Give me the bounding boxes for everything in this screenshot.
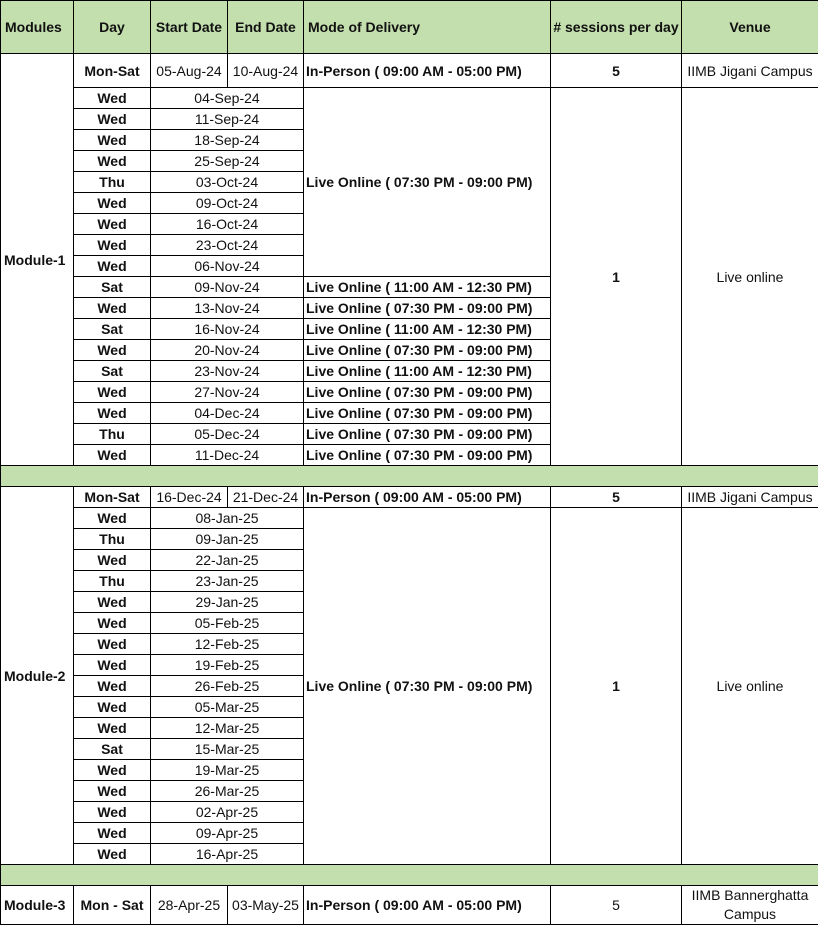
date-cell: 29-Jan-25	[151, 592, 304, 613]
date-cell: 20-Nov-24	[151, 340, 304, 361]
header-venue: Venue	[682, 1, 818, 54]
day-cell: Wed	[74, 613, 151, 634]
day-cell: Thu	[74, 172, 151, 193]
mode-cell: Live Online ( 11:00 AM - 12:30 PM)	[304, 277, 551, 298]
sessions-cell: 1	[551, 508, 682, 865]
mode-cell: Live Online ( 07:30 PM - 09:00 PM)	[304, 403, 551, 424]
date-cell: 16-Nov-24	[151, 319, 304, 340]
date-cell: 25-Sep-24	[151, 151, 304, 172]
date-cell: 16-Apr-25	[151, 844, 304, 865]
day-cell: Wed	[74, 844, 151, 865]
schedule-body	[1, 54, 818, 925]
start-date-cell: 16-Dec-24	[151, 487, 228, 508]
mode-cell: Live Online ( 07:30 PM - 09:00 PM)	[304, 424, 551, 445]
day-cell: Mon - Sat	[74, 886, 151, 925]
module-separator	[1, 865, 818, 886]
module-separator	[1, 466, 818, 487]
day-cell: Wed	[74, 823, 151, 844]
header-row	[1, 1, 818, 54]
day-cell: Wed	[74, 718, 151, 739]
date-cell: 12-Feb-25	[151, 634, 304, 655]
day-cell: Wed	[74, 235, 151, 256]
start-date-cell: 05-Aug-24	[151, 54, 228, 88]
header-sessions: # sessions per day	[551, 1, 682, 54]
day-cell: Wed	[74, 193, 151, 214]
module-name: Module-1	[1, 54, 74, 466]
day-cell: Wed	[74, 340, 151, 361]
day-cell: Wed	[74, 634, 151, 655]
header-modules: Modules	[1, 1, 74, 54]
day-cell: Wed	[74, 655, 151, 676]
mode-cell: Live Online ( 07:30 PM - 09:00 PM)	[304, 88, 551, 277]
date-cell: 06-Nov-24	[151, 256, 304, 277]
venue-cell: Live online	[682, 508, 818, 865]
day-cell: Wed	[74, 256, 151, 277]
day-cell: Wed	[74, 445, 151, 466]
date-cell: 23-Oct-24	[151, 235, 304, 256]
sessions-cell: 5	[551, 487, 682, 508]
date-cell: 26-Feb-25	[151, 676, 304, 697]
date-cell: 04-Dec-24	[151, 403, 304, 424]
date-cell: 08-Jan-25	[151, 508, 304, 529]
day-cell: Wed	[74, 298, 151, 319]
date-cell: 11-Dec-24	[151, 445, 304, 466]
date-cell: 09-Nov-24	[151, 277, 304, 298]
venue-cell: IIMB Jigani Campus	[682, 54, 818, 88]
mode-cell: Live Online ( 11:00 AM - 12:30 PM)	[304, 361, 551, 382]
table-row	[1, 54, 818, 88]
day-cell: Sat	[74, 319, 151, 340]
table-row	[1, 508, 818, 529]
day-cell: Wed	[74, 676, 151, 697]
header-end-date: End Date	[228, 1, 304, 54]
day-cell: Wed	[74, 109, 151, 130]
day-cell: Wed	[74, 802, 151, 823]
header-day: Day	[74, 1, 151, 54]
mode-cell: Live Online ( 07:30 PM - 09:00 PM)	[304, 382, 551, 403]
end-date-cell: 03-May-25	[228, 886, 304, 925]
date-cell: 05-Mar-25	[151, 697, 304, 718]
date-cell: 13-Nov-24	[151, 298, 304, 319]
date-cell: 19-Mar-25	[151, 760, 304, 781]
day-cell: Thu	[74, 571, 151, 592]
table-row	[1, 487, 818, 508]
module-name: Module-2	[1, 487, 74, 865]
module-name: Module-3	[1, 886, 74, 925]
day-cell: Thu	[74, 424, 151, 445]
day-cell: Wed	[74, 697, 151, 718]
sessions-cell: 5	[551, 54, 682, 88]
mode-cell: Live Online ( 11:00 AM - 12:30 PM)	[304, 319, 551, 340]
separator-cell	[1, 466, 818, 487]
day-cell: Wed	[74, 760, 151, 781]
date-cell: 23-Nov-24	[151, 361, 304, 382]
day-cell: Wed	[74, 130, 151, 151]
date-cell: 09-Oct-24	[151, 193, 304, 214]
venue-cell: Live online	[682, 88, 818, 466]
day-cell: Wed	[74, 88, 151, 109]
date-cell: 09-Jan-25	[151, 529, 304, 550]
date-cell: 15-Mar-25	[151, 739, 304, 760]
date-cell: 27-Nov-24	[151, 382, 304, 403]
mode-cell: Live Online ( 07:30 PM - 09:00 PM)	[304, 508, 551, 865]
mode-cell: Live Online ( 07:30 PM - 09:00 PM)	[304, 340, 551, 361]
day-cell: Wed	[74, 151, 151, 172]
day-cell: Wed	[74, 550, 151, 571]
day-cell: Wed	[74, 508, 151, 529]
day-cell: Sat	[74, 277, 151, 298]
mode-cell: Live Online ( 07:30 PM - 09:00 PM)	[304, 298, 551, 319]
sessions-cell: 1	[551, 88, 682, 466]
date-cell: 12-Mar-25	[151, 718, 304, 739]
date-cell: 26-Mar-25	[151, 781, 304, 802]
day-cell: Wed	[74, 781, 151, 802]
date-cell: 02-Apr-25	[151, 802, 304, 823]
venue-cell: IIMB Jigani Campus	[682, 487, 818, 508]
venue-cell: IIMB Bannerghatta Campus	[682, 886, 818, 925]
mode-cell: In-Person ( 09:00 AM - 05:00 PM)	[304, 54, 551, 88]
day-cell: Sat	[74, 739, 151, 760]
day-cell: Wed	[74, 382, 151, 403]
end-date-cell: 10-Aug-24	[228, 54, 304, 88]
date-cell: 23-Jan-25	[151, 571, 304, 592]
day-cell: Sat	[74, 361, 151, 382]
day-cell: Mon-Sat	[74, 54, 151, 88]
day-cell: Mon-Sat	[74, 487, 151, 508]
sessions-cell: 5	[551, 886, 682, 925]
date-cell: 05-Feb-25	[151, 613, 304, 634]
date-cell: 03-Oct-24	[151, 172, 304, 193]
end-date-cell: 21-Dec-24	[228, 487, 304, 508]
date-cell: 09-Apr-25	[151, 823, 304, 844]
mode-cell: In-Person ( 09:00 AM - 05:00 PM)	[304, 886, 551, 925]
day-cell: Wed	[74, 214, 151, 235]
mode-cell: In-Person ( 09:00 AM - 05:00 PM)	[304, 487, 551, 508]
start-date-cell: 28-Apr-25	[151, 886, 228, 925]
header-mode: Mode of Delivery	[304, 1, 551, 54]
date-cell: 16-Oct-24	[151, 214, 304, 235]
day-cell: Wed	[74, 592, 151, 613]
table-row	[1, 886, 818, 925]
date-cell: 18-Sep-24	[151, 130, 304, 151]
table-row	[1, 88, 818, 109]
date-cell: 11-Sep-24	[151, 109, 304, 130]
separator-cell	[1, 865, 818, 886]
date-cell: 04-Sep-24	[151, 88, 304, 109]
date-cell: 05-Dec-24	[151, 424, 304, 445]
date-cell: 22-Jan-25	[151, 550, 304, 571]
day-cell: Wed	[74, 403, 151, 424]
day-cell: Thu	[74, 529, 151, 550]
date-cell: 19-Feb-25	[151, 655, 304, 676]
mode-cell: Live Online ( 07:30 PM - 09:00 PM)	[304, 445, 551, 466]
header-start-date: Start Date	[151, 1, 228, 54]
